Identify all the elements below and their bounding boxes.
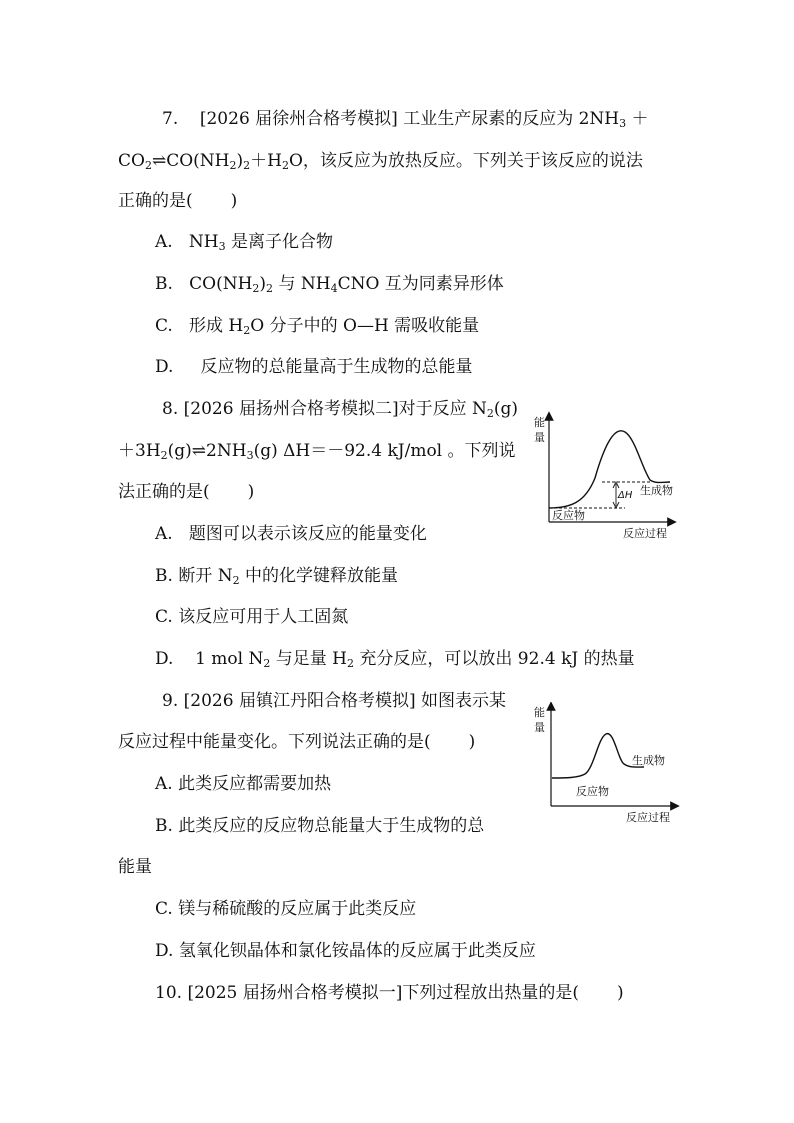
q8-option-b: B. 断开 $N_2$ 中的化学键释放能量 bbox=[155, 566, 398, 587]
x-axis-label: 反应过程 bbox=[626, 811, 670, 824]
q8-line3: 法正确的是( ) bbox=[118, 482, 255, 502]
q9-number: 9. bbox=[162, 691, 179, 711]
q7-stem-1: 工业生产尿素的反应为 2NH bbox=[403, 109, 620, 129]
q7-option-d: D. 反应物的总能量高于生成物的总能量 bbox=[155, 357, 473, 377]
q8-source: [2026 届扬州合格考模拟二] bbox=[183, 399, 399, 419]
q7-source: [2026 届徐州合格考模拟] bbox=[199, 109, 398, 129]
q9-line1: 9. [2026 届镇江丹阳合格考模拟] 如图表示某 bbox=[162, 691, 506, 711]
q7-option-b: B. $CO(NH_2)_2$ 与 $NH_4CNO$ 互为同素异形体 bbox=[155, 274, 504, 295]
q9-option-d: D. 氢氧化钡晶体和氯化铵晶体的反应属于此类反应 bbox=[155, 941, 536, 961]
energy-curve bbox=[552, 734, 644, 778]
y-axis-label-2: 量 bbox=[534, 431, 545, 444]
q8-option-a: A. 题图可以表示该反应的能量变化 bbox=[155, 524, 427, 544]
q7-line2: $CO_2\rightleftharpoons CO(NH_2)_2+H_2O$，该反应为放热反应。下列关于该反应的说法 bbox=[118, 151, 643, 172]
q7-option-a: A. $NH_3$ 是离子化合物 bbox=[155, 232, 334, 253]
y-axis-label-1: 能 bbox=[534, 706, 545, 719]
x-axis-label: 反应过程 bbox=[623, 527, 667, 540]
q8-option-d: D. 1 mol $N_2$ 与足量 $H_2$ 充分反应，可以放出 92.4 kJ 的热量 bbox=[155, 649, 635, 670]
q8-line2: $+3H_2(g)\rightleftharpoons 2NH_3(g)$ ΔH＝－92.4 kJ/mol 。下列说 bbox=[118, 441, 516, 462]
q9-line2: 反应过程中能量变化。下列说法正确的是( ) bbox=[118, 732, 476, 752]
q7-number: 7. bbox=[162, 109, 179, 129]
q10-line1: 10. [2025 届扬州合格考模拟一]下列过程放出热量的是( ) bbox=[155, 983, 624, 1003]
q7-option-c: C. 形成 $H_2O$ 分子中的 O—H 需吸收能量 bbox=[155, 316, 480, 337]
product-label: 生成物 bbox=[632, 754, 665, 767]
q9-option-b: B. 此类反应的反应物总能量大于生成物的总 bbox=[155, 816, 485, 836]
q9-option-a: A. 此类反应都需要加热 bbox=[155, 774, 332, 794]
q9-source: [2026 届镇江丹阳合格考模拟] bbox=[183, 691, 416, 711]
q9-option-c: C. 镁与稀硫酸的反应属于此类反应 bbox=[155, 899, 417, 919]
y-axis-label-1: 能 bbox=[534, 416, 545, 429]
q10-source: [2025 届扬州合格考模拟一] bbox=[187, 983, 403, 1003]
product-label: 生成物 bbox=[640, 484, 673, 497]
y-axis-label-2: 量 bbox=[534, 721, 545, 734]
q9-option-b-cont: 能量 bbox=[118, 857, 152, 877]
q10-number: 10. bbox=[155, 983, 183, 1003]
q8-energy-diagram bbox=[530, 408, 680, 542]
q7-line3: 正确的是( ) bbox=[118, 191, 238, 211]
q8-number: 8. bbox=[162, 399, 179, 419]
q8-option-c: C. 该反应可用于人工固氮 bbox=[155, 607, 349, 627]
q8-line1: 8. [2026 届扬州合格考模拟二]对于反应 $N_2(g)$ bbox=[162, 399, 519, 420]
q9-energy-diagram bbox=[530, 702, 680, 826]
reactant-label: 反应物 bbox=[552, 509, 585, 522]
delta-h-label: ΔH bbox=[618, 490, 633, 501]
q7-line1: 7. [2026 届徐州合格考模拟] 工业生产尿素的反应为 $2NH_3$ ＋ bbox=[162, 109, 649, 130]
reactant-label: 反应物 bbox=[576, 785, 609, 798]
